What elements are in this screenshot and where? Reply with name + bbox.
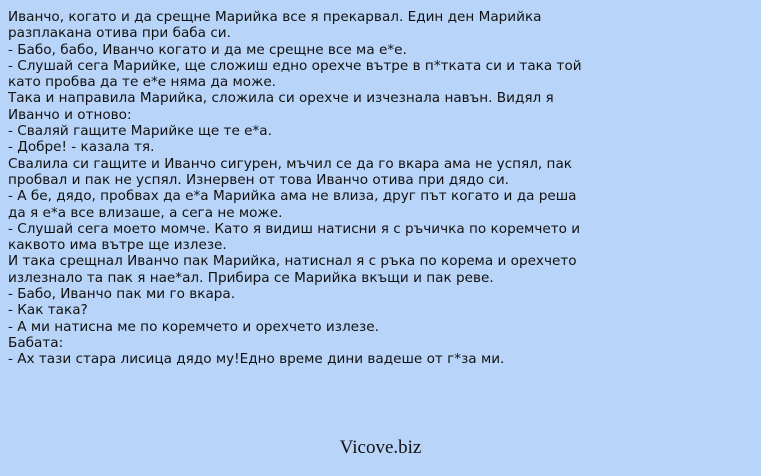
joke-line: като пробва да те е*е няма да може. [8, 74, 276, 91]
joke-line: каквото има вътре ще излезе. [8, 237, 227, 254]
joke-line: Иванчо, когато и да срещне Марийка все я прекарвал. Един ден Марийка [8, 9, 542, 25]
joke-line: - Сваляй гащите Марийке ще те е*а. [8, 123, 272, 140]
joke-line: - А ми натисна ме по коремчето и орехчето излезе. [8, 318, 379, 335]
joke-line: Свалила си гащите и Иванчо сигурен, мъчил се да го вкара ама не успял, пак [8, 155, 572, 172]
joke-line: пробвал и пак не успял. Изнервен от това Иванчо отива при дядо си. [8, 171, 509, 188]
joke-line: излезнало та пак я нае*ал. Прибира се Марийка вкъщи и пак реве. [8, 269, 494, 286]
joke-text [8, 9, 753, 368]
joke-line: да я е*а все влизаше, а сега не може. [8, 204, 283, 221]
site-watermark: Vicove.biz [339, 437, 422, 458]
joke-line: - Ах тази стара лисица дядо му!Едно време дини вадеше от г*за ми. [8, 351, 505, 368]
joke-line: Иванчо и отново: [8, 106, 132, 123]
joke-line: И така срещнал Иванчо пак Марийка, натиснал я с ръка по корема и орехчето [8, 253, 577, 270]
joke-line: - А бе, дядо, пробвах да е*а Марийка ама не влиза, друг път когато и да реша [8, 188, 577, 205]
joke-line: - Как така? [8, 302, 88, 319]
joke-line: Бабата: [8, 334, 64, 351]
joke-line: разплакана отива при баба си. [8, 25, 231, 42]
joke-line: - Слушай сега моето момче. Като я видиш натисни я с ръчичка по коремчето и [8, 220, 581, 237]
joke-line: - Добре! - казала тя. [8, 139, 155, 156]
joke-line: - Бабо, бабо, Иванчо когато и да ме срещне все ма е*е. [8, 41, 407, 58]
joke-line: - Слушай сега Марийке, ще сложиш едно орехче вътре в п*тката си и така той [8, 57, 582, 74]
joke-line: - Бабо, Иванчо пак ми го вкара. [8, 286, 236, 303]
joke-line: Така и направила Марийка, сложила си орехче и изчезнала навън. Видял я [8, 90, 554, 107]
